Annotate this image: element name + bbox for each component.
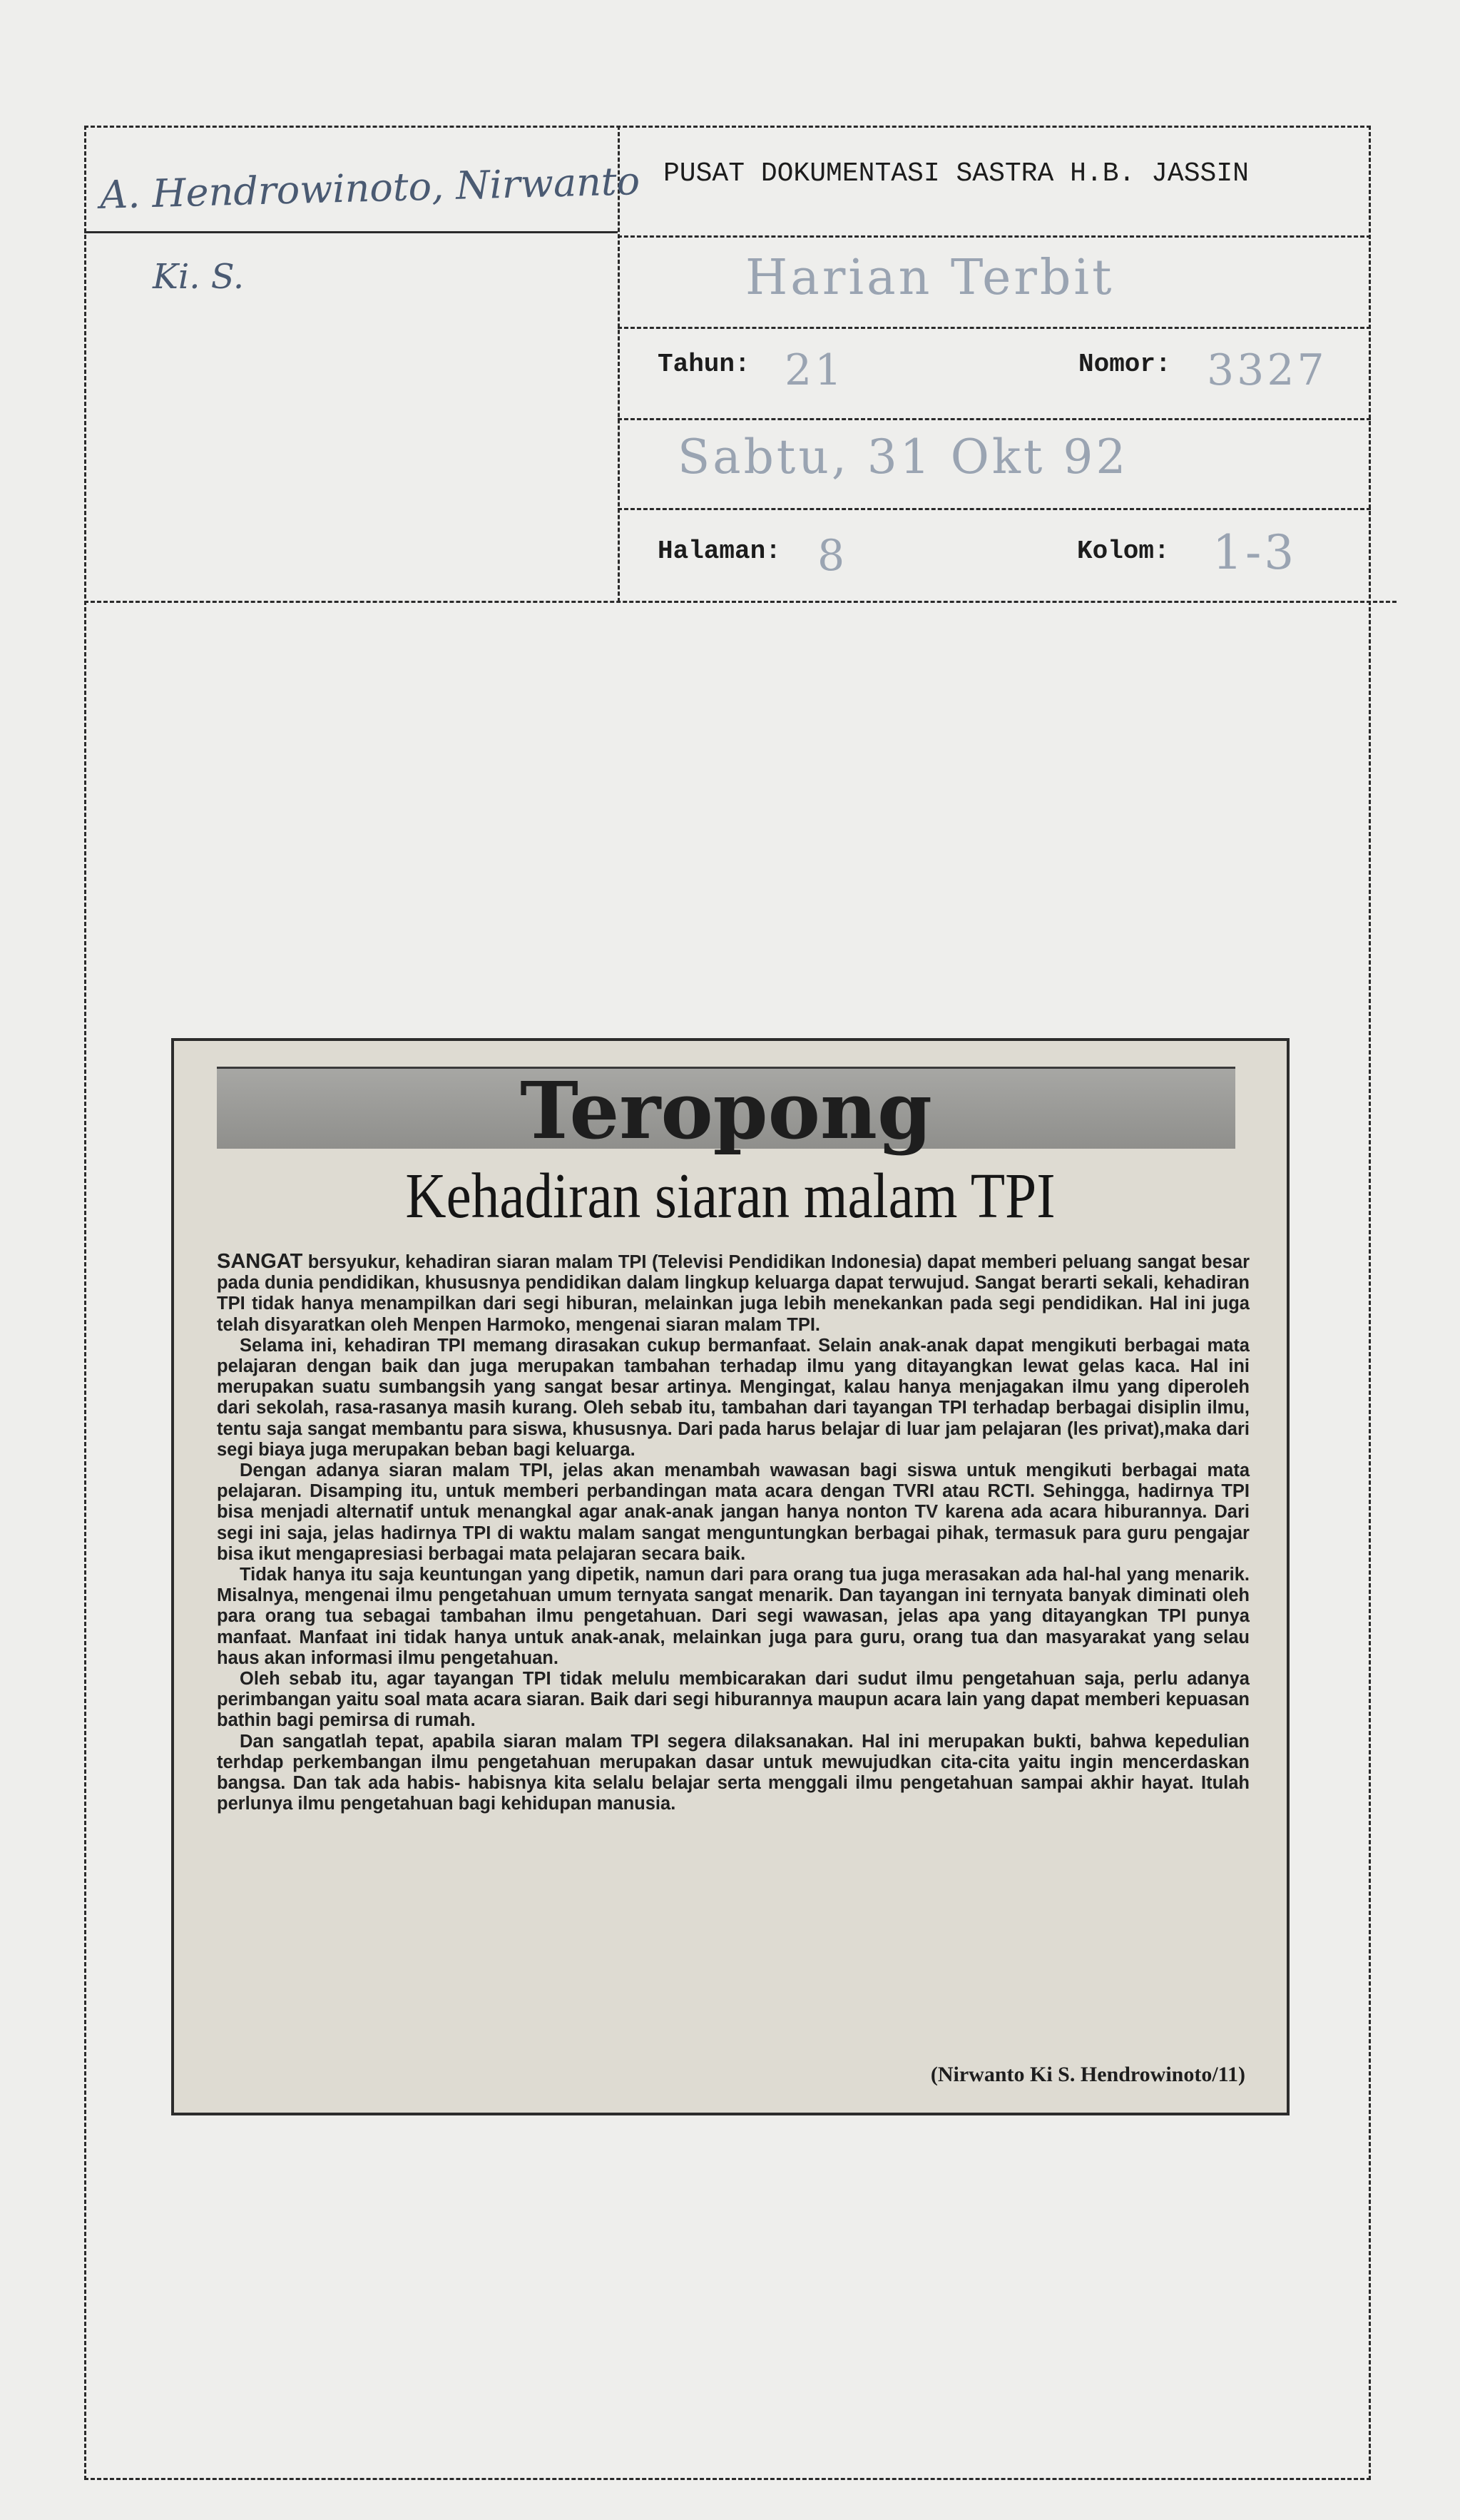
nomor-value: 3327 (1207, 345, 1327, 395)
nomor-label: Nomor: (1078, 350, 1171, 379)
article-paragraph-1 (217, 1251, 1250, 1336)
kolom-label: Kolom: (1077, 537, 1170, 566)
paragraph-text: bersyukur, kehadiran siaran malam TPI (Televisi Pendidikan Indonesia) dapat memberi peluang sangat besar pada dunia pendidikan, khususnya pendidikan dalam lingkup keluarga dapat terwujud. Sangat berarti sekali, kehadiran TPI tidak hanya menampilkan dari segi hiburan, melainkan juga lebih menekankan pada segi pendidikan. Hal ini juga telah disyaratkan oleh Menpen Harmoko, mengenai siaran malam TPI. (217, 1252, 1250, 1335)
article-paragraph-4: Tidak hanya itu saja keuntungan yang dipetik, namun dari para orang tua juga merasakan ada hal-hal yang menarik. Misalnya, mengenai ilmu pengetahuan umum ternyata sangat menarik. Dan tayangan ini ternyata banyak diminati oleh para orang tua sebagai tambahan ilmu pengetahuan. Dari segi wawasan, jelas apa yang ditayangkan TPI punya manfaat. Manfaat ini tidak hanya untuk anak-anak, melainkan juga para guru, orang tua dan masyarakat yang selau haus akan informasi ilmu pengetahuan. (217, 1565, 1250, 1668)
newspaper-clipping (171, 1038, 1290, 2115)
tahun-label: Tahun: (658, 350, 750, 379)
form-line-1 (618, 235, 1371, 238)
handwritten-newspaper: Harian Terbit (745, 250, 1115, 306)
article-paragraph-2: Selama ini, kehadiran TPI memang dirasakan cukup bermanfaat. Selain anak-anak dapat mengikuti berbagai mata pelajaran dengan baik dan juga merupakan tambahan terhadap ilmu yang ditayangkan lewat gelas kaca. Hal ini merupakan suatu sumbangsih yang sangat besar artinya. Mengingat, kalau hanya menjagakan ilmu yang diperoleh dari sekolah, rasa-rasanya masih kurang. Oleh sebab itu, tambahan dari tayangan TPI terhadap berbagai disiplin ilmu, tentu saja sangat membantu para siswa, khususnya. Dari pada harus belajar di luar jam pelajaran (les privat),maka dari segi biaya juga merupakan beban bagi keluarga. (217, 1335, 1250, 1460)
form-line-bottom (84, 601, 1397, 603)
article-headline: Kehadiran siaran malam TPI (405, 1161, 1056, 1231)
halaman-label: Halaman: (658, 537, 781, 566)
tahun-value: 21 (785, 345, 845, 395)
form-line-4 (618, 508, 1371, 510)
article-paragraph-5: Oleh sebab itu, agar tayangan TPI tidak melulu membicarakan dari sudut ilmu pengetahuan saja, perlu adanya perimbangan yaitu soal mata acara siaran. Baik dari segi hiburannya maupun acara lain yang dapat memberi kepuasan bathin bagi pemirsa di rumah. (217, 1669, 1250, 1731)
form-line-3 (618, 418, 1371, 420)
article-paragraph-6: Dan sangatlah tepat, apabila siaran malam TPI segera dilaksanakan. Hal ini merupakan bukti, bahwa kepedulian terhdap perkembangan ilmu pengetahuan merupakan dasar untuk mewujudkan cita-cita yaitu ingin mencerdaskan bangsa. Dan tak ada habis- habisnya kita selalu belajar serta menggali ilmu pengetahuan sampai akhir hayat. Itulah perlunya ilmu pengetahuan bagi kehidupan manusia. (217, 1731, 1250, 1814)
rubric-banner (217, 1065, 1235, 1157)
article-body (217, 1251, 1250, 1814)
rubric-title: Teropong (520, 1065, 932, 1157)
halaman-value: 8 (817, 531, 848, 581)
handwritten-author: A. Hendrowinoto, Nirwanto (99, 158, 640, 218)
handwritten-date: Sabtu, 31 Okt 92 (678, 430, 1129, 484)
handwritten-code: Ki. S. (153, 257, 245, 297)
lead-word: SANGAT (217, 1250, 303, 1273)
archive-title: PUSAT DOKUMENTASI SASTRA H.B. JASSIN (663, 158, 1249, 189)
article-paragraph-3: Dengan adanya siaran malam TPI, jelas akan menambah wawasan bagi siswa untuk mengikuti berbagai mata pelajaran. Disamping itu, untuk memberi perbandingan mata acara dengan TVRI atau RCTI. Sehingga, hadirnya TPI bisa menjadi alternatif untuk menangkal agar anak-anak jangan hanya nonton TV karena ada acara hiburannya. Dari segi ini saja, jelas hadirnya TPI di waktu malam sangat menguntungkan berbagai pihak, termasuk para guru pengajar bisa ikut mengapresiasi berbagai mata pelajaran secara baik. (217, 1460, 1250, 1564)
form-line-2 (618, 327, 1371, 329)
article-byline: (Nirwanto Ki S. Hendrowinoto/11) (930, 2063, 1245, 2086)
form-line-left (84, 231, 618, 233)
kolom-value: 1-3 (1213, 525, 1297, 580)
